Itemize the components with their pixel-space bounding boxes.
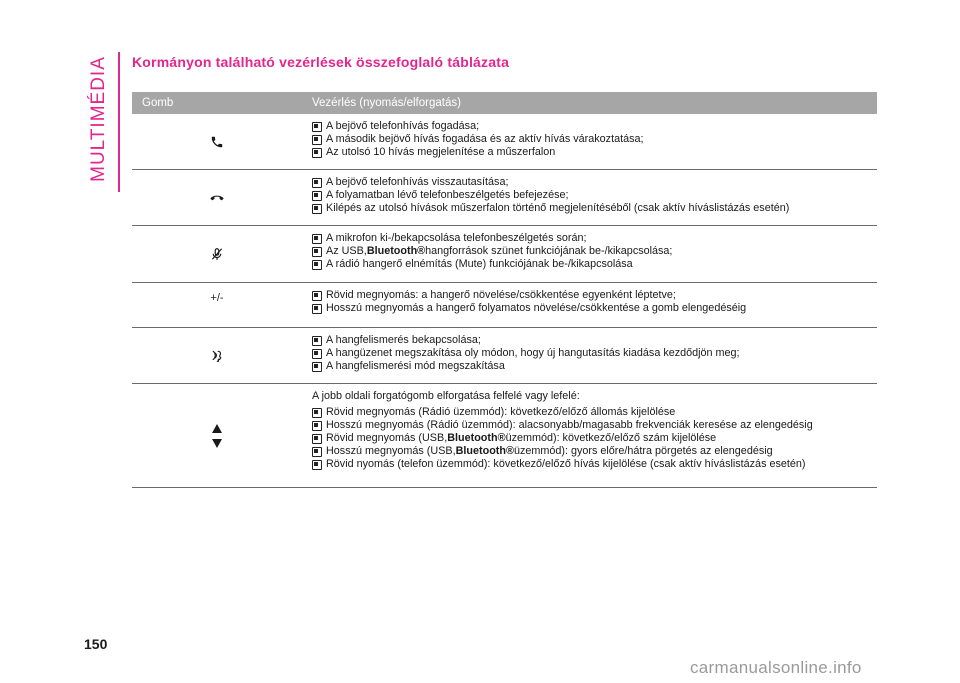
list-item: Rövid megnyomás (Rádió üzemmód): következő/előző állomás kijelölése [312,406,877,419]
square-bullet-icon [312,349,322,359]
controls-table [132,92,877,488]
table-row [132,283,877,328]
header-col-button: Gomb [142,97,174,109]
list-item: Rövid nyomás (telefon üzemmód): következő/előző hívás kijelölése (csak aktív híváslistázás esetén) [312,458,877,471]
table-row [132,114,877,170]
list-item: Hosszú megnyomás (Rádió üzemmód): alacsonyabb/magasabb frekvenciák keresése az elengedésig [312,419,877,432]
section-label-text: MULTIMÉDIA [88,56,110,182]
button-cell [132,114,302,169]
list-item: A folyamatban lévő telefonbeszélgetés befejezése; [312,189,877,202]
button-cell [132,328,302,383]
control-cell [302,384,877,487]
button-cell [132,170,302,225]
list-item: A bejövő telefonhívás fogadása; [312,120,877,133]
square-bullet-icon [312,291,322,301]
square-bullet-icon [312,204,322,214]
square-bullet-icon [312,135,322,145]
square-bullet-icon [312,191,322,201]
voice-recognition-icon [210,348,224,364]
volume-button-label: +/- [210,292,224,304]
header-col-control: Vezérlés (nyomás/elforgatás) [312,97,461,109]
control-cell [302,170,877,225]
page-number: 150 [84,636,108,652]
list-item: A mikrofon ki-/bekapcsolása telefonbeszélgetés során; [312,232,877,245]
table-row [132,328,877,384]
square-bullet-icon [312,460,322,470]
list-item: Az USB, Bluetooth® hangforrások szünet funkciójának be-/kikapcsolása; [312,245,877,258]
watermark: carmanualsonline.info [690,658,862,677]
list-item: A hangfelismerés bekapcsolása; [312,334,877,347]
square-bullet-icon [312,421,322,431]
button-cell [132,226,302,282]
square-bullet-icon [312,336,322,346]
list-item: Kilépés az utolsó hívások műszerfalon történő megjelenítéséből (csak aktív híváslistázás esetén) [312,202,877,215]
up-down-arrows-icon [212,424,222,448]
table-row [132,170,877,226]
square-bullet-icon [312,260,322,270]
section-rule [118,52,120,192]
square-bullet-icon [312,304,322,314]
square-bullet-icon [312,148,322,158]
list-item: A bejövő telefonhívás visszautasítása; [312,176,877,189]
list-item: Hosszú megnyomás a hangerő folyamatos növelése/csökkentése a gomb elengedéséig [312,302,877,315]
square-bullet-icon [312,247,322,257]
phone-answer-icon [210,135,224,149]
button-cell [132,283,302,327]
square-bullet-icon [312,362,322,372]
list-item: Hosszú megnyomás (USB, Bluetooth® üzemmód): gyors előre/hátra pörgetés az elengedésig [312,445,877,458]
section-label [84,54,114,184]
list-item: A rádió hangerő elnémítás (Mute) funkciójának be-/kikapcsolása [312,258,877,271]
table-row [132,384,877,488]
page-title: Kormányon található vezérlések összefoglaló táblázata [132,54,510,70]
control-cell [302,114,877,169]
list-item: A hangüzenet megszakítása oly módon, hogy új hangutasítás kiadása kezdődjön meg; [312,347,877,360]
control-intro: A jobb oldali forgatógomb elforgatása felfelé vagy lefelé: [312,390,580,402]
square-bullet-icon [312,408,322,418]
list-item: A hangfelismerési mód megszakítása [312,360,877,373]
square-bullet-icon [312,178,322,188]
control-cell [302,328,877,383]
arrow-up-icon [212,424,222,433]
square-bullet-icon [312,122,322,132]
square-bullet-icon [312,234,322,244]
control-cell [302,283,877,327]
phone-hangup-icon [210,193,224,203]
control-cell [302,226,877,282]
table-row [132,226,877,283]
arrow-down-icon [212,439,222,448]
mute-microphone-icon [210,246,224,262]
list-item: Rövid megnyomás (USB, Bluetooth® üzemmód): következő/előző szám kijelölése [312,432,877,445]
list-item: Rövid megnyomás: a hangerő növelése/csökkentése egyenként léptetve; [312,289,877,302]
square-bullet-icon [312,434,322,444]
table-header [132,92,877,114]
list-item: A második bejövő hívás fogadása és az aktív hívás várakoztatása; [312,133,877,146]
square-bullet-icon [312,447,322,457]
list-item: Az utolsó 10 hívás megjelenítése a műszerfalon [312,146,877,159]
button-cell [132,384,302,487]
